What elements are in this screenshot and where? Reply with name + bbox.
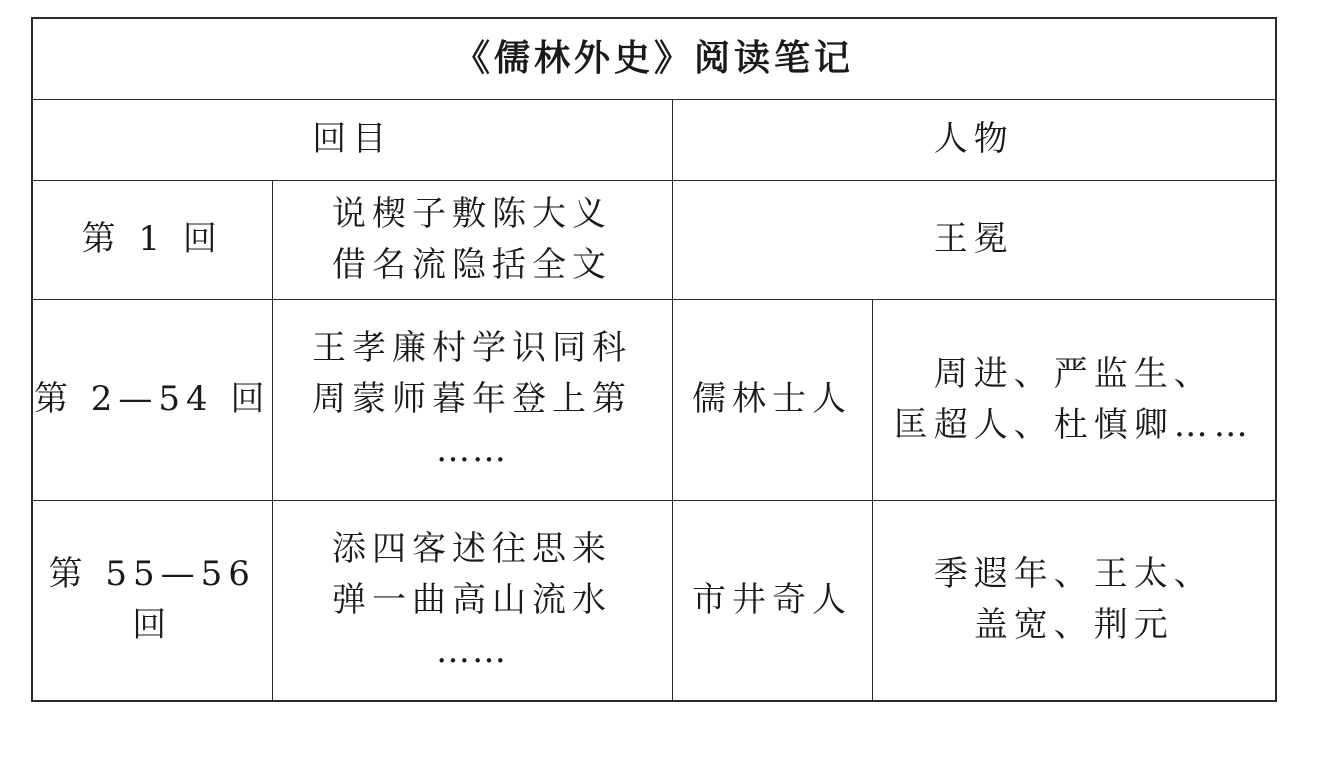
chapter-title xyxy=(272,180,672,299)
chapter-title-line: 周蒙师暮年登上第 xyxy=(312,379,632,419)
chapter-number: 第 55—56 回 xyxy=(32,500,272,701)
table-title: 《儒林外史》阅读笔记 xyxy=(32,18,1276,99)
character-names-line: 盖宽、荆元 xyxy=(973,605,1174,646)
table-row xyxy=(32,299,1276,500)
chapter-title-ellipsis: …… xyxy=(436,630,508,671)
title-row xyxy=(32,18,1276,99)
chapter-title-line: 王孝廉村学识同科 xyxy=(312,328,632,368)
chapter-title-line: 借名流隐括全文 xyxy=(332,244,612,285)
table-row xyxy=(32,500,1276,701)
chapter-title-ellipsis: …… xyxy=(436,430,508,470)
chapter-title-line: 添四客述往思来 xyxy=(332,528,612,569)
chapter-title xyxy=(272,500,672,701)
character-names: 王冕 xyxy=(672,180,1276,299)
character-category: 市井奇人 xyxy=(672,500,872,701)
chapter-title-line: 弹一曲高山流水 xyxy=(332,579,612,620)
table-row xyxy=(32,180,1276,299)
character-category: 儒林士人 xyxy=(672,299,872,500)
header-chapters: 回目 xyxy=(32,99,672,180)
chapter-number: 第 1 回 xyxy=(32,180,272,299)
header-characters: 人物 xyxy=(672,99,1276,180)
character-names xyxy=(872,299,1276,500)
header-row xyxy=(32,99,1276,180)
chapter-title xyxy=(272,299,672,500)
chapter-number: 第 2—54 回 xyxy=(32,299,272,500)
character-names-line: 匡超人、杜慎卿…… xyxy=(893,404,1254,445)
character-names-line: 季遐年、王太、 xyxy=(933,554,1214,595)
character-names-line: 周进、严监生、 xyxy=(933,353,1214,394)
chapter-title-line: 说楔子敷陈大义 xyxy=(332,193,612,234)
reading-notes-table xyxy=(31,17,1277,702)
character-names xyxy=(872,500,1276,701)
